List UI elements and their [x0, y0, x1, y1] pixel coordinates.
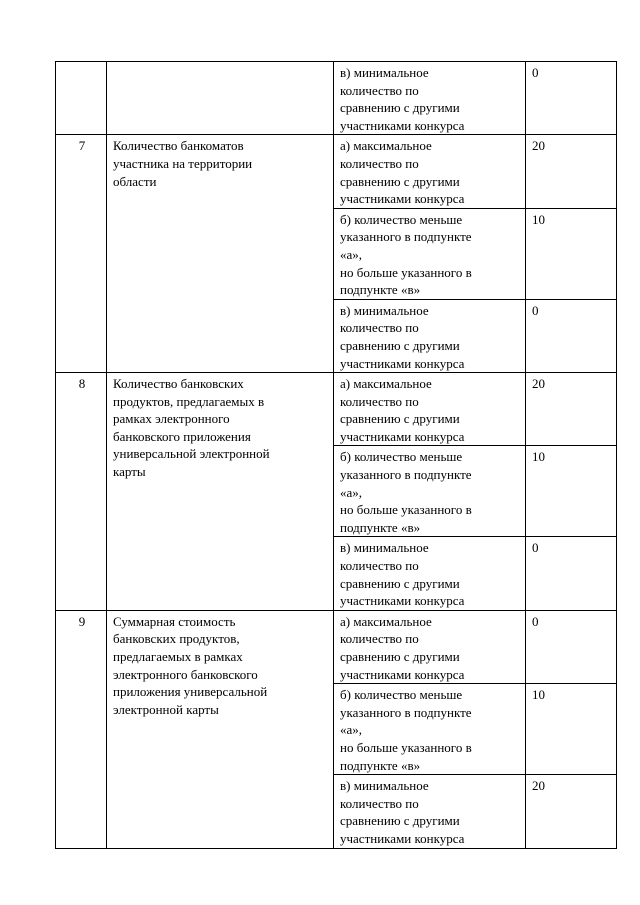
criterion-cell: [107, 62, 334, 135]
score-cell: 0: [526, 62, 617, 135]
option-line: количество по: [340, 393, 419, 409]
score-cell: 0: [526, 537, 617, 610]
criterion-line: универсальной электронной: [113, 446, 270, 462]
option-line: сравнению с другими: [340, 649, 460, 664]
score-cell: 10: [526, 446, 617, 537]
option-line: подпункте «в»: [340, 519, 421, 535]
option-cell: [334, 684, 526, 775]
option-line: а) максимальное: [340, 613, 432, 629]
option-line: количество по: [340, 631, 419, 647]
option-cell: [334, 373, 526, 446]
criterion-cell: [107, 373, 334, 611]
option-line: указанного в подпункте: [340, 704, 472, 720]
option-cell: [334, 775, 526, 848]
option-line: сравнению с другими: [340, 813, 460, 829]
option-line: «а»,: [340, 722, 363, 738]
row-number: [56, 62, 107, 135]
option-line: в) минимальное: [340, 778, 429, 794]
option-cell: [334, 135, 526, 208]
criterion-line: участника на территории: [113, 155, 253, 171]
criterion-line: рамках электронного: [113, 411, 230, 427]
criterion-line: области: [113, 173, 157, 189]
option-line: указанного в подпункте: [340, 467, 472, 483]
criterion-line: карты: [113, 464, 146, 480]
criterion-line: Суммарная стоимость: [113, 613, 236, 629]
score-cell: 0: [526, 610, 617, 683]
option-line: сравнению с другими: [340, 337, 460, 353]
option-line: б) количество меньше: [340, 211, 463, 227]
score-cell: 0: [526, 299, 617, 372]
criteria-table-body: [56, 62, 617, 849]
option-cell: [334, 299, 526, 372]
criterion-line: приложения универсальной: [113, 684, 268, 700]
table-row: [56, 135, 617, 208]
option-line: «а»,: [340, 484, 363, 500]
option-line: указанного в подпункте: [340, 229, 472, 245]
option-cell: [334, 537, 526, 610]
option-line: в) минимальное: [340, 302, 429, 318]
table-row: [56, 610, 617, 683]
option-line: участниками конкурса: [340, 191, 465, 207]
score-cell: 10: [526, 684, 617, 775]
criterion-line: предлагаемых в рамках: [113, 649, 243, 664]
criterion-line: банковского приложения: [113, 428, 251, 444]
criterion-cell: [107, 135, 334, 373]
row-number: 9: [56, 610, 107, 848]
option-line: но больше указанного в: [340, 264, 472, 280]
criterion-line: банковских продуктов,: [113, 631, 240, 647]
option-line: подпункте «в»: [340, 282, 421, 298]
option-cell: [334, 610, 526, 683]
option-cell: [334, 208, 526, 299]
table-row: [56, 62, 617, 135]
option-line: но больше указанного в: [340, 739, 472, 755]
score-cell: 10: [526, 208, 617, 299]
option-line: сравнению с другими: [340, 411, 460, 427]
option-line: участниками конкурса: [340, 593, 465, 609]
row-number: 7: [56, 135, 107, 373]
criterion-line: продуктов, предлагаемых в: [113, 393, 265, 409]
criterion-line: электронной карты: [113, 701, 219, 717]
score-cell: 20: [526, 775, 617, 848]
option-line: сравнению с другими: [340, 100, 460, 116]
option-line: количество по: [340, 82, 419, 98]
option-line: количество по: [340, 155, 419, 171]
option-line: а) максимальное: [340, 376, 432, 392]
option-line: в) минимальное: [340, 65, 429, 80]
option-line: подпункте «в»: [340, 757, 421, 773]
option-line: участниками конкурса: [340, 666, 465, 682]
option-cell: [334, 446, 526, 537]
score-cell: 20: [526, 373, 617, 446]
option-line: сравнению с другими: [340, 575, 460, 591]
option-line: количество по: [340, 795, 419, 811]
criterion-line: электронного банковского: [113, 666, 258, 682]
option-line: а) максимальное: [340, 138, 432, 154]
option-line: но больше указанного в: [340, 502, 472, 518]
criterion-line: Количество банкоматов: [113, 138, 244, 154]
option-cell: [334, 62, 526, 135]
criterion-cell: [107, 610, 334, 848]
option-line: участниками конкурса: [340, 355, 465, 371]
criterion-line: Количество банковских: [113, 376, 244, 392]
option-line: сравнению с другими: [340, 173, 460, 189]
option-line: участниками конкурса: [340, 428, 465, 444]
table-row: [56, 373, 617, 446]
option-line: в) минимальное: [340, 540, 429, 556]
criteria-table: [55, 61, 617, 849]
score-cell: 20: [526, 135, 617, 208]
option-line: б) количество меньше: [340, 449, 463, 465]
option-line: участниками конкурса: [340, 830, 465, 846]
row-number: 8: [56, 373, 107, 611]
option-line: участниками конкурса: [340, 117, 465, 133]
option-line: количество по: [340, 320, 419, 336]
option-line: б) количество меньше: [340, 687, 463, 703]
option-line: «а»,: [340, 246, 363, 262]
option-line: количество по: [340, 558, 419, 574]
